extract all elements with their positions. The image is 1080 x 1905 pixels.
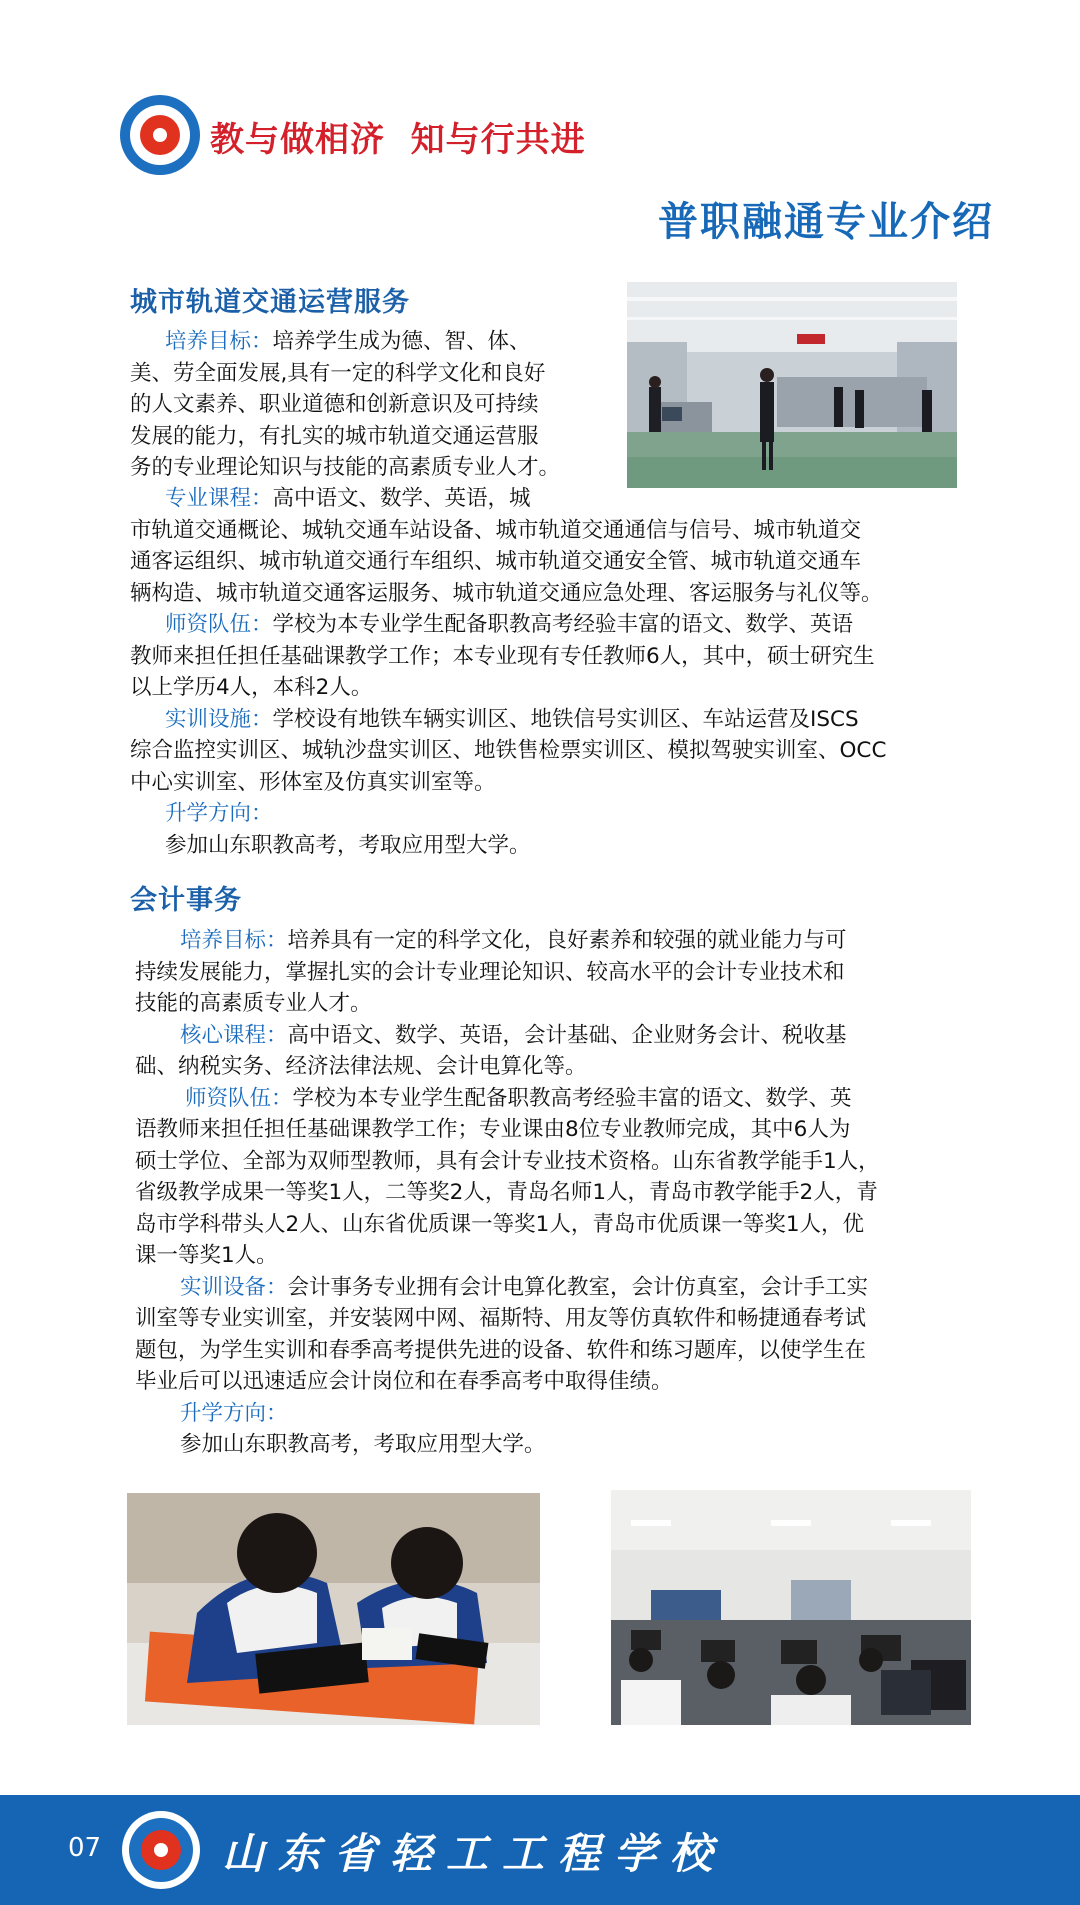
footer-emblem-icon (122, 1811, 200, 1889)
rail-further-label: 升学方向： (165, 801, 273, 826)
rail-course-label: 专业课程： (165, 486, 273, 511)
photo-computer-lab (611, 1490, 971, 1725)
page-title: 普职融通专业介绍 (658, 199, 994, 245)
acc-further-label: 升学方向： (180, 1400, 288, 1426)
section-title-rail: 城市轨道交通运营服务 (130, 287, 410, 318)
rail-goal-rest: 美、劳全面发展,具有一定的科学文化和良好 的人文素养、职业道德和创新意识及可持续 发展的能力，有扎实的城市轨道交通运营服 务的专业理论知识与技能的高素质专业人才。 (130, 360, 561, 480)
acc-goal-label: 培养目标： (180, 928, 288, 953)
page-number: 07 (68, 1833, 102, 1863)
footer-bar (0, 1795, 1080, 1905)
accounting-body: 培养目标：培养具有一定的科学文化，良好素养和较强的就业能力与可 持续发展能力，掌握扎实的会计专业理论知识、较高水平的会计专业技术和 技能的高素质专业人才。 核心课程：高中语文、数学、英语，会计基础、企业财务会计、税收基 础、纳税实务、经济法律法规、会计电算化等。 师资队伍：学校为本专业学生配备职教高考经验丰富的语文、数学、英 语教师来担任担任基础课教学工作；专业课由8位专业教师完成，其中6人为 硕士学位、全部为双师型教师，具有会计专业技术资格。山东省教学能手1人， 省级教学成果一等奖1人，二等奖2人，青岛名师1人，青岛市教学能手2人，青 岛市学科带头人2人、山东省优质课一等奖1人，青岛市优质课一等奖1人，优 课一等奖1人。 实训设备：会计事务专业拥有会计电算化教室，会计仿真室，会计手工实 训室等专业实训室，并安装网中网、福斯特、用友等仿真软件和畅捷通春考试 题包，为学生实训和春季高考提供先进的设备、软件和练习题库，以使学生在 毕业后可以迅速适应会计岗位和在春季高考中取得佳绩。 升学方向： 参加山东职教高考，考取应用型大学。 (135, 925, 965, 1461)
rail-goal-label: 培养目标： (165, 329, 273, 354)
photo-students-calculators (127, 1493, 540, 1725)
acc-facility-label: 实训设备： (180, 1274, 288, 1300)
rail-facility-label: 实训设施： (165, 706, 273, 732)
rail-further-text: 参加山东职教高考，考取应用型大学。 (165, 832, 531, 858)
acc-teacher-label: 师资队伍： (185, 1085, 293, 1111)
rail-course: 专业课程：高中语文、数学、英语，城 市轨道交通概论、城轨交通车站设备、城市轨道交通通信与信号、城市轨道交 通客运组织、城市轨道交通行车组织、城市轨道交通安全管、城市轨道交通车 辆构造、城市轨道交通客运服务、城市轨道交通应急处理、客运服务与礼仪等。 师资队伍：学校为本专业学生配备职教高考经验丰富的语文、数学、英语 教师来担任担任基础课教学工作；本专业现有专任教师6人，其中，硕士研究生 以上学历4人，本科2人。 实训设施：学校设有地铁车辆实训区、地铁信号实训区、车站运营及ISCS 综合监控实训区、城轨沙盘实训区、地铁售检票实训区、模拟驾驶实训室、OCC 中心实训室、形体室及仿真实训室等。 升学方向： 参加山东职教高考，考取应用型大学。 (130, 483, 965, 861)
school-emblem-icon (120, 95, 200, 175)
rail-teacher-label: 师资队伍： (165, 612, 273, 637)
rail-goal-first: 培养目标：培养学生成为德、智、体、 (165, 329, 531, 354)
acc-further-text: 参加山东职教高考，考取应用型大学。 (180, 1432, 546, 1457)
header-motto: 教与做相济 知与行共进 (210, 120, 586, 160)
acc-course-label: 核心课程： (180, 1022, 288, 1048)
school-name: 山东省轻工工程学校 (222, 1829, 727, 1878)
photo-metro-station (627, 282, 957, 488)
section-title-accounting: 会计事务 (130, 885, 242, 916)
